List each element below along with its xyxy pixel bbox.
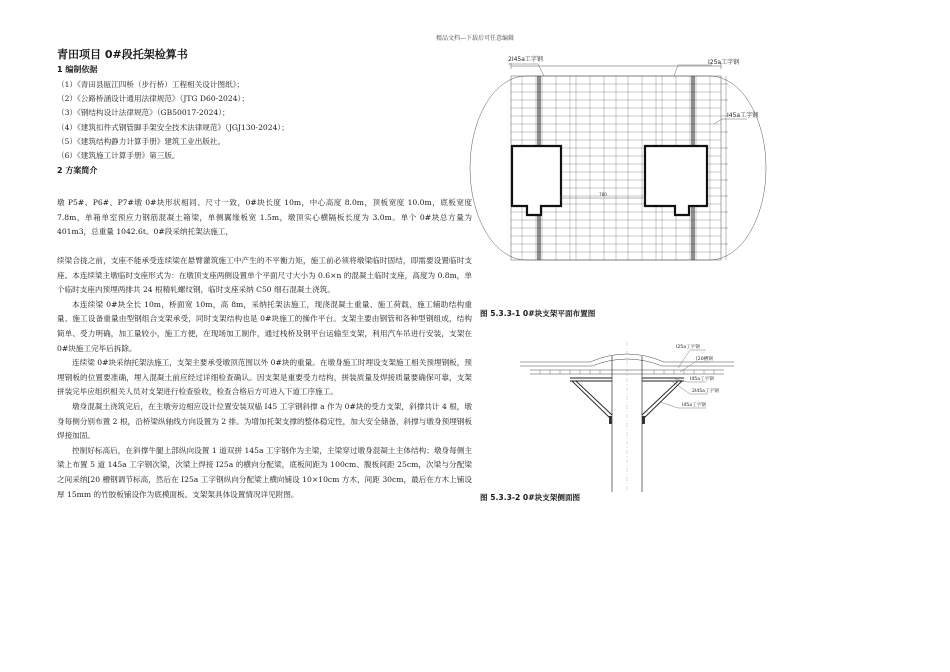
paragraph: 墩 P5#、P6#、P7#墩 0#块形状相同、尺寸一致，0#块长度 10m，中心高度 8.0m，顶板宽度 10.0m，底板宽度 7.8m，单箱单室预应力钢筋混凝土箱梁，单侧翼缘板宽 1.5m，墩顶实心横隔板长度为 3.0m。单个 0#块总方量为 401m3，总重量 1042.6t。0#段采纳托架法施工， — [57, 198, 472, 237]
section-1-heading: 1 编制依据 — [57, 65, 98, 74]
paragraph: 本连续梁 0#块全长 10m，桥面宽 10m，高 8m，采纳托架法施工，现浇混凝土重量、施工荷载、施工辅助结构重量、施工设备重量由型钢组合支架承受，同时支架结构也是 0#块施工的操作平台。支架主要由钢管和各种型钢组成，结构简单、受力明确，加工量较小，施工方便，在现场加工制作，通过栈桥及钢平台运输至支架，利用汽车吊进行安装，支架在 0#块施工完毕后拆除。 — [57, 299, 472, 353]
document-title: 青田项目 0#段托架检算书 — [57, 48, 188, 61]
pier-block-left — [512, 146, 561, 215]
dimension-label: 780 — [599, 192, 607, 197]
label-i45a: I45a工字钢 — [727, 112, 759, 119]
reference-item: （3）《钢结构设计法律规范》（GB50017-2024）； — [57, 108, 230, 118]
label-i25a: I25a工字钢 — [708, 59, 740, 66]
reference-item: （1）《青田县瓯江四桥（步行桥）工程相关设计图纸》； — [57, 80, 245, 89]
figure-2-caption: 图 5.3.3-2 0#块支架侧面图 — [480, 493, 581, 502]
pier-block-right — [645, 146, 707, 215]
figure-1-caption: 图 5.3.3-1 0#块支架平面布置图 — [480, 309, 596, 318]
reference-item: （6）《建筑施工计算手册》第三版。 — [57, 151, 180, 161]
label-2i45a: 2I45a工字钢 — [508, 56, 543, 63]
elevation-label: [20槽钢 — [696, 357, 713, 362]
paragraph: 连续梁 0#块采纳托架法施工，支架主要承受墩顶范围以外 0#块的重量。在墩身施工时埋设支架施工相关预埋钢板，预埋钢板的位置要准确，埋入混凝土前应经过详细检查确认。因支架是重要受力结构，拼装质量及焊接质量要确保可靠，支架拼装完毕应组织相关人员对支架进行检查验收，检查合格后方可进入下道工序施工。 — [57, 358, 472, 397]
reference-item: （5）《建筑结构静力计算手册》建筑工业出版社。 — [57, 136, 226, 146]
elevation-label: I45a工字钢 — [690, 377, 714, 382]
paragraph: 续梁合拢之前，支座不能承受连续梁在悬臂灌筑施工中产生的不平衡力矩，施工前必须将墩梁临时固结，即需要设置临时支座。本连续梁主墩临时支座形式为：在墩顶支座两侧设置单个平面尺寸大小为 0.6×n 的混凝土临时支座，高度为 0.8m，单个临时支座内预埋两排共 24 根精轧螺纹钢，临时支座采纳 C50 细石混凝土浇筑。 — [57, 256, 472, 295]
elevation-drawing-svg — [510, 322, 745, 492]
elevation-label: 2I45a工字钢 — [692, 389, 719, 394]
bracket-right — [642, 378, 684, 420]
elevation-drawing — [510, 322, 745, 492]
elevation-label: I25a工字钢 — [676, 345, 700, 350]
plan-drawing — [478, 52, 759, 307]
document-body — [57, 46, 472, 502]
reference-item: （2）《公路桥涵设计通用法律规范》（JTG D60-2024）； — [57, 94, 249, 104]
section-2-heading: 2 方案简介 — [57, 166, 98, 176]
plan-drawing-svg — [478, 52, 759, 307]
page-header: 精品文档---下载后可任意编辑 — [435, 35, 515, 42]
reference-item: （4）《建筑扣件式钢管脚手架安全技术法律规范》（JGJ130-2024）； — [57, 122, 289, 132]
elevation-label: I45a工字钢 — [682, 403, 706, 408]
paragraph: 墩身混凝土浇筑完后，在主墩旁边相应设计位置安装双榀 I45 工字钢斜撑 a 作为 0#块的受力支架，斜撑共计 4 根，墩身每侧分别布置 2 根，沿桥梁纵轴线方向设置为 2 排。为增加托架支撑的整体稳定性，加大安全储备，斜撑与墩身预埋钢板焊接加固。 — [57, 401, 472, 441]
paragraph: 控制好标高后，在斜撑牛腿上部纵向设置 1 道双拼 145a 工字钢作为主梁，主梁穿过墩身混凝土主体结构；墩身每侧主梁上布置 5 道 145a 工字钢次梁，次梁上焊接 I25a 的横向分配梁，底板间距为 100cm、腹板间距 25cm，次梁与分配梁之间采纳[20 槽钢调节标高，然后在 I25a 工字钢纵向分配梁上横向铺设 10×10cm 方木，间距 30cm，最后在方木上铺设厚 15mm 的竹胶板铺设作为底模面板。支架架具体设置情况详见附图。 — [57, 445, 472, 499]
bracket-left — [570, 378, 612, 420]
